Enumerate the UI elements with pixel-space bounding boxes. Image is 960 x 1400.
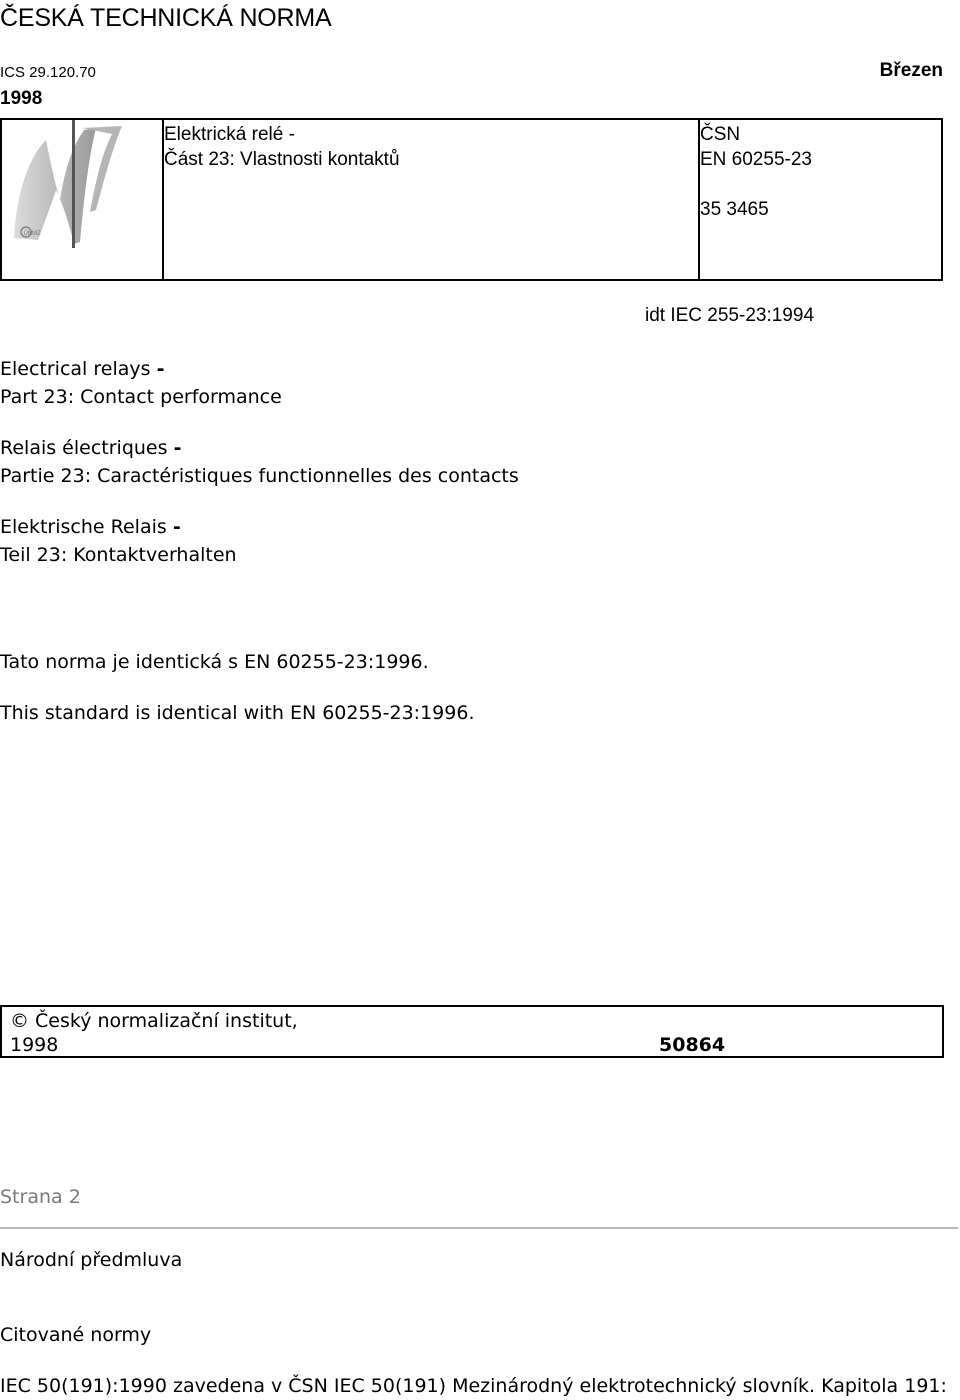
- page-divider: [0, 1227, 958, 1229]
- section-foreword: Národní předmluva: [0, 1249, 183, 1271]
- section-cited-standards: Citované normy: [0, 1324, 152, 1346]
- statement-en: This standard is identical with EN 60255-23:1996.: [0, 702, 475, 724]
- title-fr-line1: Relais électriques: [0, 437, 168, 459]
- csn-label: ČSN: [700, 124, 741, 145]
- title-cz-line2: Část 23: Vlastnosti kontaktů: [164, 149, 400, 170]
- title-en: [0, 355, 282, 411]
- header-table: [0, 118, 943, 281]
- title-fr-line2: Partie 23: Caractéristiques functionnelles des contacts: [0, 465, 519, 487]
- issue-month: Březen: [879, 60, 943, 81]
- issue-year: 1998: [0, 88, 43, 109]
- page-label: Strana 2: [0, 1186, 81, 1208]
- institute-logo: [4, 120, 132, 250]
- idt-reference: idt IEC 255-23:1994: [645, 305, 815, 326]
- title-dash: -: [156, 358, 165, 380]
- title-de-line2: Teil 23: Kontaktverhalten: [0, 544, 237, 566]
- copyright-line: © Český normalizační institut,: [10, 1010, 298, 1032]
- logo-mark: ÚNMZ: [23, 231, 41, 237]
- title-fr: [0, 434, 519, 490]
- ics-code: ICS 29.120.70: [0, 64, 96, 81]
- copyright-year: 1998: [10, 1034, 59, 1056]
- catalog-number: 50864: [659, 1034, 726, 1056]
- title-dash: -: [173, 437, 182, 459]
- en-code: EN 60255-23: [700, 149, 812, 170]
- title-de: [0, 513, 237, 569]
- title-de-line1: Elektrische Relais: [0, 516, 167, 538]
- title-en-line1: Electrical relays: [0, 358, 151, 380]
- title-dash: -: [172, 516, 181, 538]
- cited-standard-line: IEC 50(191):1990 zavedena v ČSN IEC 50(191) Mezinárodný elektrotechnický slovník. Kapitola 191:: [0, 1375, 947, 1397]
- classification-code: 35 3465: [700, 199, 769, 220]
- title-cz-line1: Elektrická relé -: [164, 124, 295, 145]
- title-en-line2: Part 23: Contact performance: [0, 386, 282, 408]
- statement-cz: Tato norma je identická s EN 60255-23:1996.: [0, 651, 429, 673]
- copyright-box: [0, 1005, 944, 1058]
- page-title: ČESKÁ TECHNICKÁ NORMA: [0, 4, 332, 32]
